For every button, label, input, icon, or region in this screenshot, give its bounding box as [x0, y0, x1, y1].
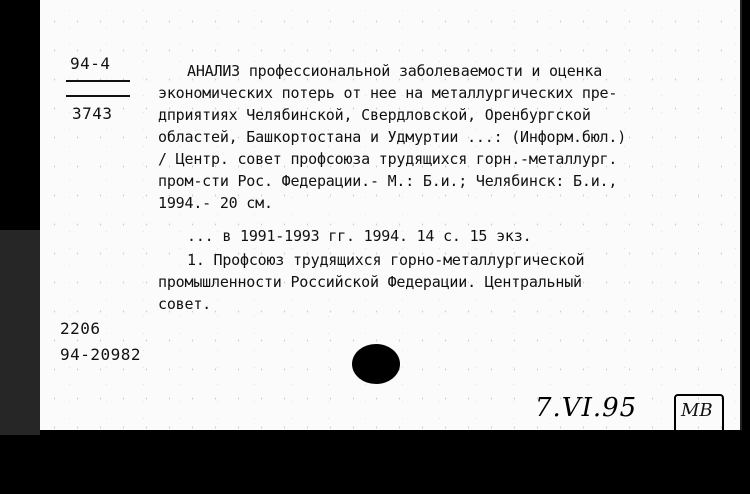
call-number-2: 94-20982	[60, 345, 142, 364]
body-line: областей, Башкортостана и Удмуртии ...: (Информ.бюл.)	[158, 128, 627, 146]
handwritten-date: 7.VI.95	[535, 393, 638, 423]
handwritten-initials: МВ	[681, 400, 713, 421]
ink-blot	[352, 344, 400, 384]
body-line: / Центр. совет профсоюза трудящихся горн.-металлург.	[158, 150, 618, 168]
body-line: дприятиях Челябинской, Свердловской, Оренбургской	[158, 106, 591, 124]
body-line: 1994.- 20 см.	[158, 194, 273, 212]
divider-bottom	[66, 95, 130, 97]
divider-top	[66, 80, 130, 82]
body-line: ... в 1991-1993 гг. 1994. 14 с. 15 экз.	[187, 227, 532, 245]
scan-edge	[0, 230, 40, 435]
call-number-1: 2206	[60, 319, 101, 338]
shelf-code: 94-4	[70, 54, 111, 73]
title-line: АНАЛИЗ профессиональной заболеваемости и оценка	[187, 62, 603, 80]
subject-heading: 1. Профсоюз трудящихся горно-металлургической	[187, 251, 585, 269]
handwritten-initials-box	[674, 394, 724, 434]
body-line: экономических потерь от нее на металлургических пре-	[158, 84, 618, 102]
subject-heading-cont: промышленности Российской Федерации. Центральный	[158, 273, 582, 291]
subject-heading-cont: совет.	[158, 295, 211, 313]
accession-code: 3743	[72, 104, 113, 123]
body-line: пром-сти Рос. Федерации.- М.: Б.и.; Челябинск: Б.и.,	[158, 172, 618, 190]
